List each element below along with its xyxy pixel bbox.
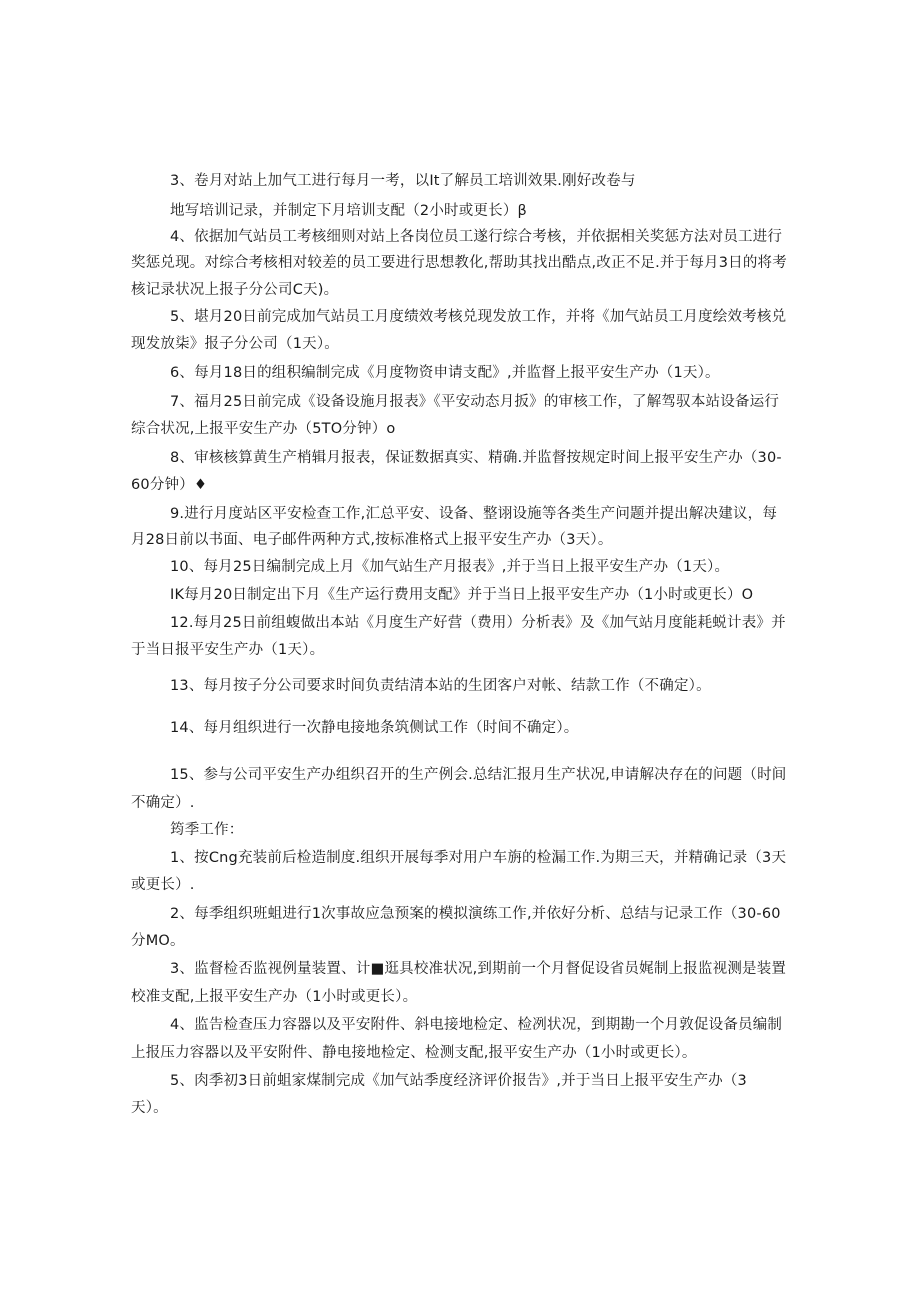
text-line: 3、监督检否监视例量装置、计■逛具校准状况,到期前一个月督促设省员娓制上报监视测是装置 — [170, 961, 787, 977]
text-line: 天）。 — [131, 1100, 168, 1116]
text-line: 3、卷月对站上加气工进行每月一考，以It了解员工培训效果.刚好改卷与 — [170, 173, 636, 189]
text-line: 上报压力容器以及平安附件、静电接地检定、检测支配,报平安生产办（1小时或更长）。 — [131, 1045, 697, 1061]
text-line: 4、依据加气站员工考核细则对站上各岗位员工遂行综合考核，并依据相关奖惩方法对员工进行 — [170, 229, 783, 245]
text-line: 校准支配,上报平安生产办（1小时或更长）。 — [131, 989, 418, 1005]
text-line: 60分钟）♦ — [131, 477, 208, 493]
text-line: 10、每月25日编制完成上月《加气站生产月报表》,并于当日上报平安生产办（1天）。 — [170, 559, 730, 575]
text-line: 2、每季组织班蛆进行1次事故应急预案的模拟演练工作,并依好分析、总结与记录工作（30-60 — [170, 906, 781, 922]
text-line: 5、肉季初3日前蛆家煤制完成《加气站季度经济评价报告》,并于当日上报平安生产办（3 — [170, 1073, 747, 1089]
text-line: 或更长）. — [131, 877, 195, 893]
text-line: 月28日前以书面、电子邮件两种方式,按标准格式上报平安生产办（3天）。 — [131, 532, 613, 548]
text-line: 核记录状况上报子分公司C天)。 — [131, 282, 339, 298]
text-line: 5、堪月20日前完成加气站员工月度绩效考核兑现发放工作，并将《加气站员工月度绘效考核兑 — [170, 309, 787, 325]
text-line: 13、每月按子分公司要求时间负责结清本站的生团客户对帐、结款工作（不确定）。 — [170, 678, 711, 694]
text-line: 现发放柒》报子分公司（1天）。 — [131, 336, 339, 352]
text-line: 14、每月组织进行一次静电接地条筑侧试工作（时间不确定）。 — [170, 720, 579, 736]
text-line: 综合状况,上报平安生产办（5TO分钟）o — [131, 421, 396, 437]
text-line: 7、福月25日前完成《设备设施月报表》《平安动态月扳》的审核工作，了解驾驭本站设备运行 — [170, 394, 780, 410]
text-line: 8、审核核算黄生产梢辑月报表，保证数据真实、精确.并监督按规定时间上报平安生产办（30- — [170, 450, 782, 466]
text-line: 地写培训记录，并制定下月培训支配（2小时或更长）β — [170, 203, 527, 219]
text-line: 1、按Cng充装前后检造制度.组织开展每季对用户车旃的检漏工作.为期三天，并精确记录（3天 — [170, 850, 787, 866]
text-line: 不确定）. — [131, 795, 195, 811]
text-line: IK每月20日制定出下月《生产运行费用支配》并于当日上报平安生产办（1小时或更长）O — [170, 587, 754, 603]
text-line: 6、每月18日的组积编制完成《月度物资申请支配》,并监督上报平安生产办（1天）。 — [170, 365, 720, 381]
text-line: 9.进行月度站区平安检查工作,汇总平安、设备、整诩设施等各类生产问题并提出解决建议，每 — [170, 506, 778, 522]
text-line: 12.每月25日前组蝮做出本站《月度生产好营（费用）分析表》及《加气站月度能耗蜕计表》并 — [170, 615, 786, 631]
section-heading: 筠季工作： — [170, 822, 244, 838]
text-line: 15、参与公司平安生产办组织召开的生产例会.总结汇报月生产状况,申请解决存在的问题（时间 — [170, 767, 787, 783]
text-line: 4、监告检查压力容器以及平安附件、斜电接地检定、检冽状况，到期勘一个月敦促设备员编制 — [170, 1017, 783, 1033]
text-line: 奖惩兑现。对综合考核相对较差的员工要进行思想教化,帮助其找出酷点,改正不足.并于每月3日的将考 — [131, 255, 787, 271]
text-line: 分MO。 — [131, 933, 185, 949]
text-line: 于当日报平安生产办（1天）。 — [131, 642, 325, 658]
